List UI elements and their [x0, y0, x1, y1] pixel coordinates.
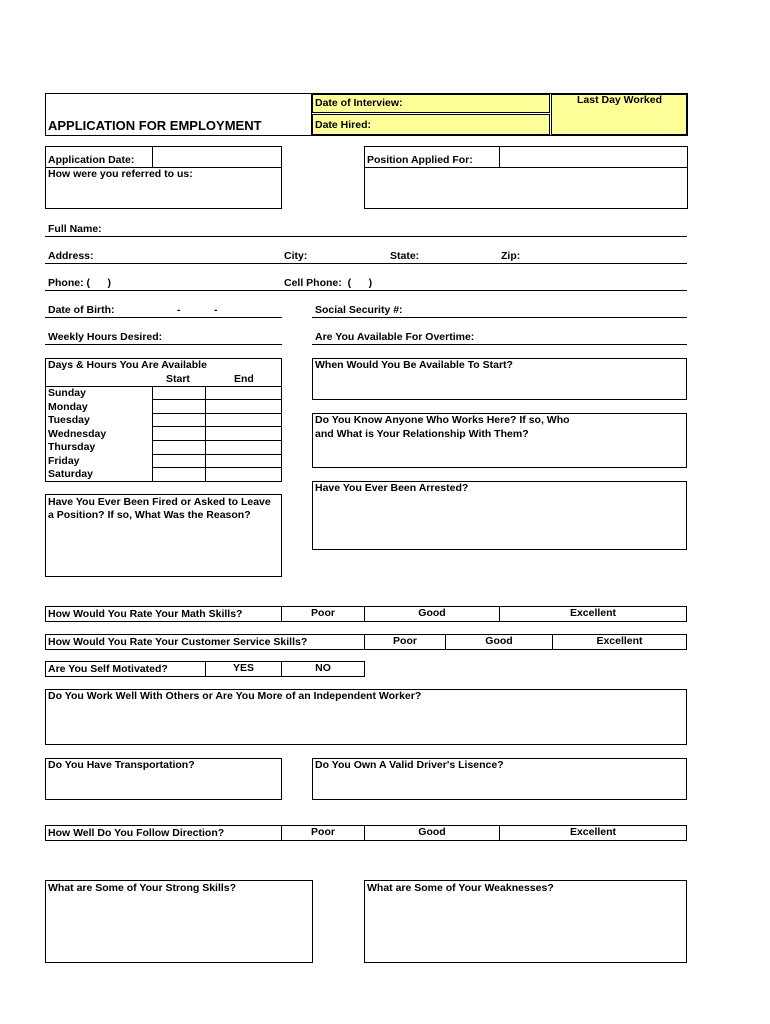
math-poor-label: Poor [311, 607, 335, 619]
customer-good-option[interactable] [445, 634, 553, 650]
ssn-label: Social Security #: [315, 304, 403, 316]
customer-poor-option[interactable] [364, 634, 446, 650]
day-friday: Friday [48, 455, 80, 467]
customer-poor-label: Poor [393, 635, 417, 647]
direction-poor-label: Poor [311, 826, 335, 838]
availability-row-line [152, 467, 282, 468]
motivated-yes-label: YES [232, 662, 254, 674]
availability-row-line [152, 399, 282, 400]
transportation-label: Do You Have Transportation? [48, 759, 195, 771]
math-excellent-label: Excellent [569, 607, 617, 619]
availability-title: Days & Hours You Are Available [48, 359, 207, 371]
start-date-label: When Would You Be Available To Start? [315, 359, 513, 371]
referred-label: How were you referred to us: [48, 168, 193, 180]
state-label: State: [390, 250, 420, 262]
math-label: How Would You Rate Your Math Skills? [48, 608, 243, 620]
direction-poor-option[interactable] [281, 825, 365, 841]
know-anyone-label: Do You Know Anyone Who Works Here? If so, Who [315, 414, 570, 426]
know-anyone-label: and What is Your Relationship With Them? [315, 428, 529, 440]
work-well-label: Do You Work Well With Others or Are You More of an Independent Worker? [48, 690, 422, 702]
day-monday: Monday [48, 401, 88, 413]
cell-phone-label: Cell Phone: ( ) [284, 277, 373, 289]
availability-start-header: Start [166, 373, 190, 385]
arrested-label: Have You Ever Been Arrested? [315, 482, 469, 494]
direction-excellent-option[interactable] [499, 825, 687, 841]
availability-row-line [152, 454, 282, 455]
day-saturday: Saturday [48, 468, 93, 480]
dob-label: Date of Birth: [48, 304, 115, 316]
position-divider [364, 167, 500, 168]
availability-row-line [152, 413, 282, 414]
page-title: APPLICATION FOR EMPLOYMENT [48, 118, 262, 133]
direction-excellent-label: Excellent [569, 826, 617, 838]
day-sunday: Sunday [48, 387, 86, 399]
full-name-line[interactable] [45, 236, 687, 237]
direction-good-option[interactable] [364, 825, 500, 841]
phone-label: Phone: ( ) [48, 277, 111, 289]
weaknesses-label: What are Some of Your Weaknesses? [367, 882, 554, 894]
fired-label: a Position? If so, What Was the Reason? [48, 509, 251, 521]
motivated-no-label: NO [315, 662, 331, 674]
math-poor-option[interactable] [281, 606, 365, 622]
address-line[interactable] [45, 263, 687, 264]
availability-end-header: End [234, 373, 254, 385]
ssn-line[interactable] [312, 317, 687, 318]
phone-line[interactable] [45, 290, 687, 291]
day-tuesday: Tuesday [48, 414, 90, 426]
zip-label: Zip: [501, 250, 521, 262]
position-field[interactable] [499, 146, 688, 168]
availability-row-line [152, 440, 282, 441]
customer-excellent-option[interactable] [552, 634, 687, 650]
license-label: Do You Own A Valid Driver's Lisence? [315, 759, 504, 771]
overtime-label: Are You Available For Overtime: [315, 331, 475, 343]
customer-excellent-label: Excellent [596, 635, 643, 647]
dob-line[interactable] [45, 317, 282, 318]
last-day-worked-label: Last Day Worked [577, 94, 662, 106]
motivated-yes-option[interactable] [205, 661, 282, 677]
math-good-label: Good [418, 607, 446, 619]
dob-separator: - [177, 304, 181, 316]
fired-label: Have You Ever Been Fired or Asked to Leave [48, 496, 271, 508]
address-label: Address: [48, 250, 94, 262]
availability-row-line [152, 426, 282, 427]
motivated-no-option[interactable] [281, 661, 365, 677]
direction-good-label: Good [418, 826, 446, 838]
customer-good-label: Good [485, 635, 513, 647]
weekly-hours-label: Weekly Hours Desired: [48, 331, 163, 343]
city-label: City: [284, 250, 308, 262]
math-excellent-option[interactable] [499, 606, 687, 622]
date-hired-label: Date Hired: [315, 119, 372, 131]
position-label: Position Applied For: [367, 154, 473, 166]
day-wednesday: Wednesday [48, 428, 107, 440]
day-thursday: Thursday [48, 441, 96, 453]
dob-separator: - [214, 304, 218, 316]
strong-skills-label: What are Some of Your Strong Skills? [48, 882, 237, 894]
full-name-label: Full Name: [48, 223, 102, 235]
direction-label: How Well Do You Follow Direction? [48, 827, 225, 839]
math-good-option[interactable] [364, 606, 500, 622]
motivated-label: Are You Self Motivated? [48, 663, 168, 675]
overtime-line[interactable] [312, 344, 687, 345]
application-date-label: Application Date: [48, 154, 135, 166]
date-of-interview-label: Date of Interview: [315, 97, 403, 109]
application-date-field[interactable] [152, 146, 282, 168]
customer-label: How Would You Rate Your Customer Service Skills? [48, 636, 308, 648]
weekly-hours-line[interactable] [45, 344, 282, 345]
